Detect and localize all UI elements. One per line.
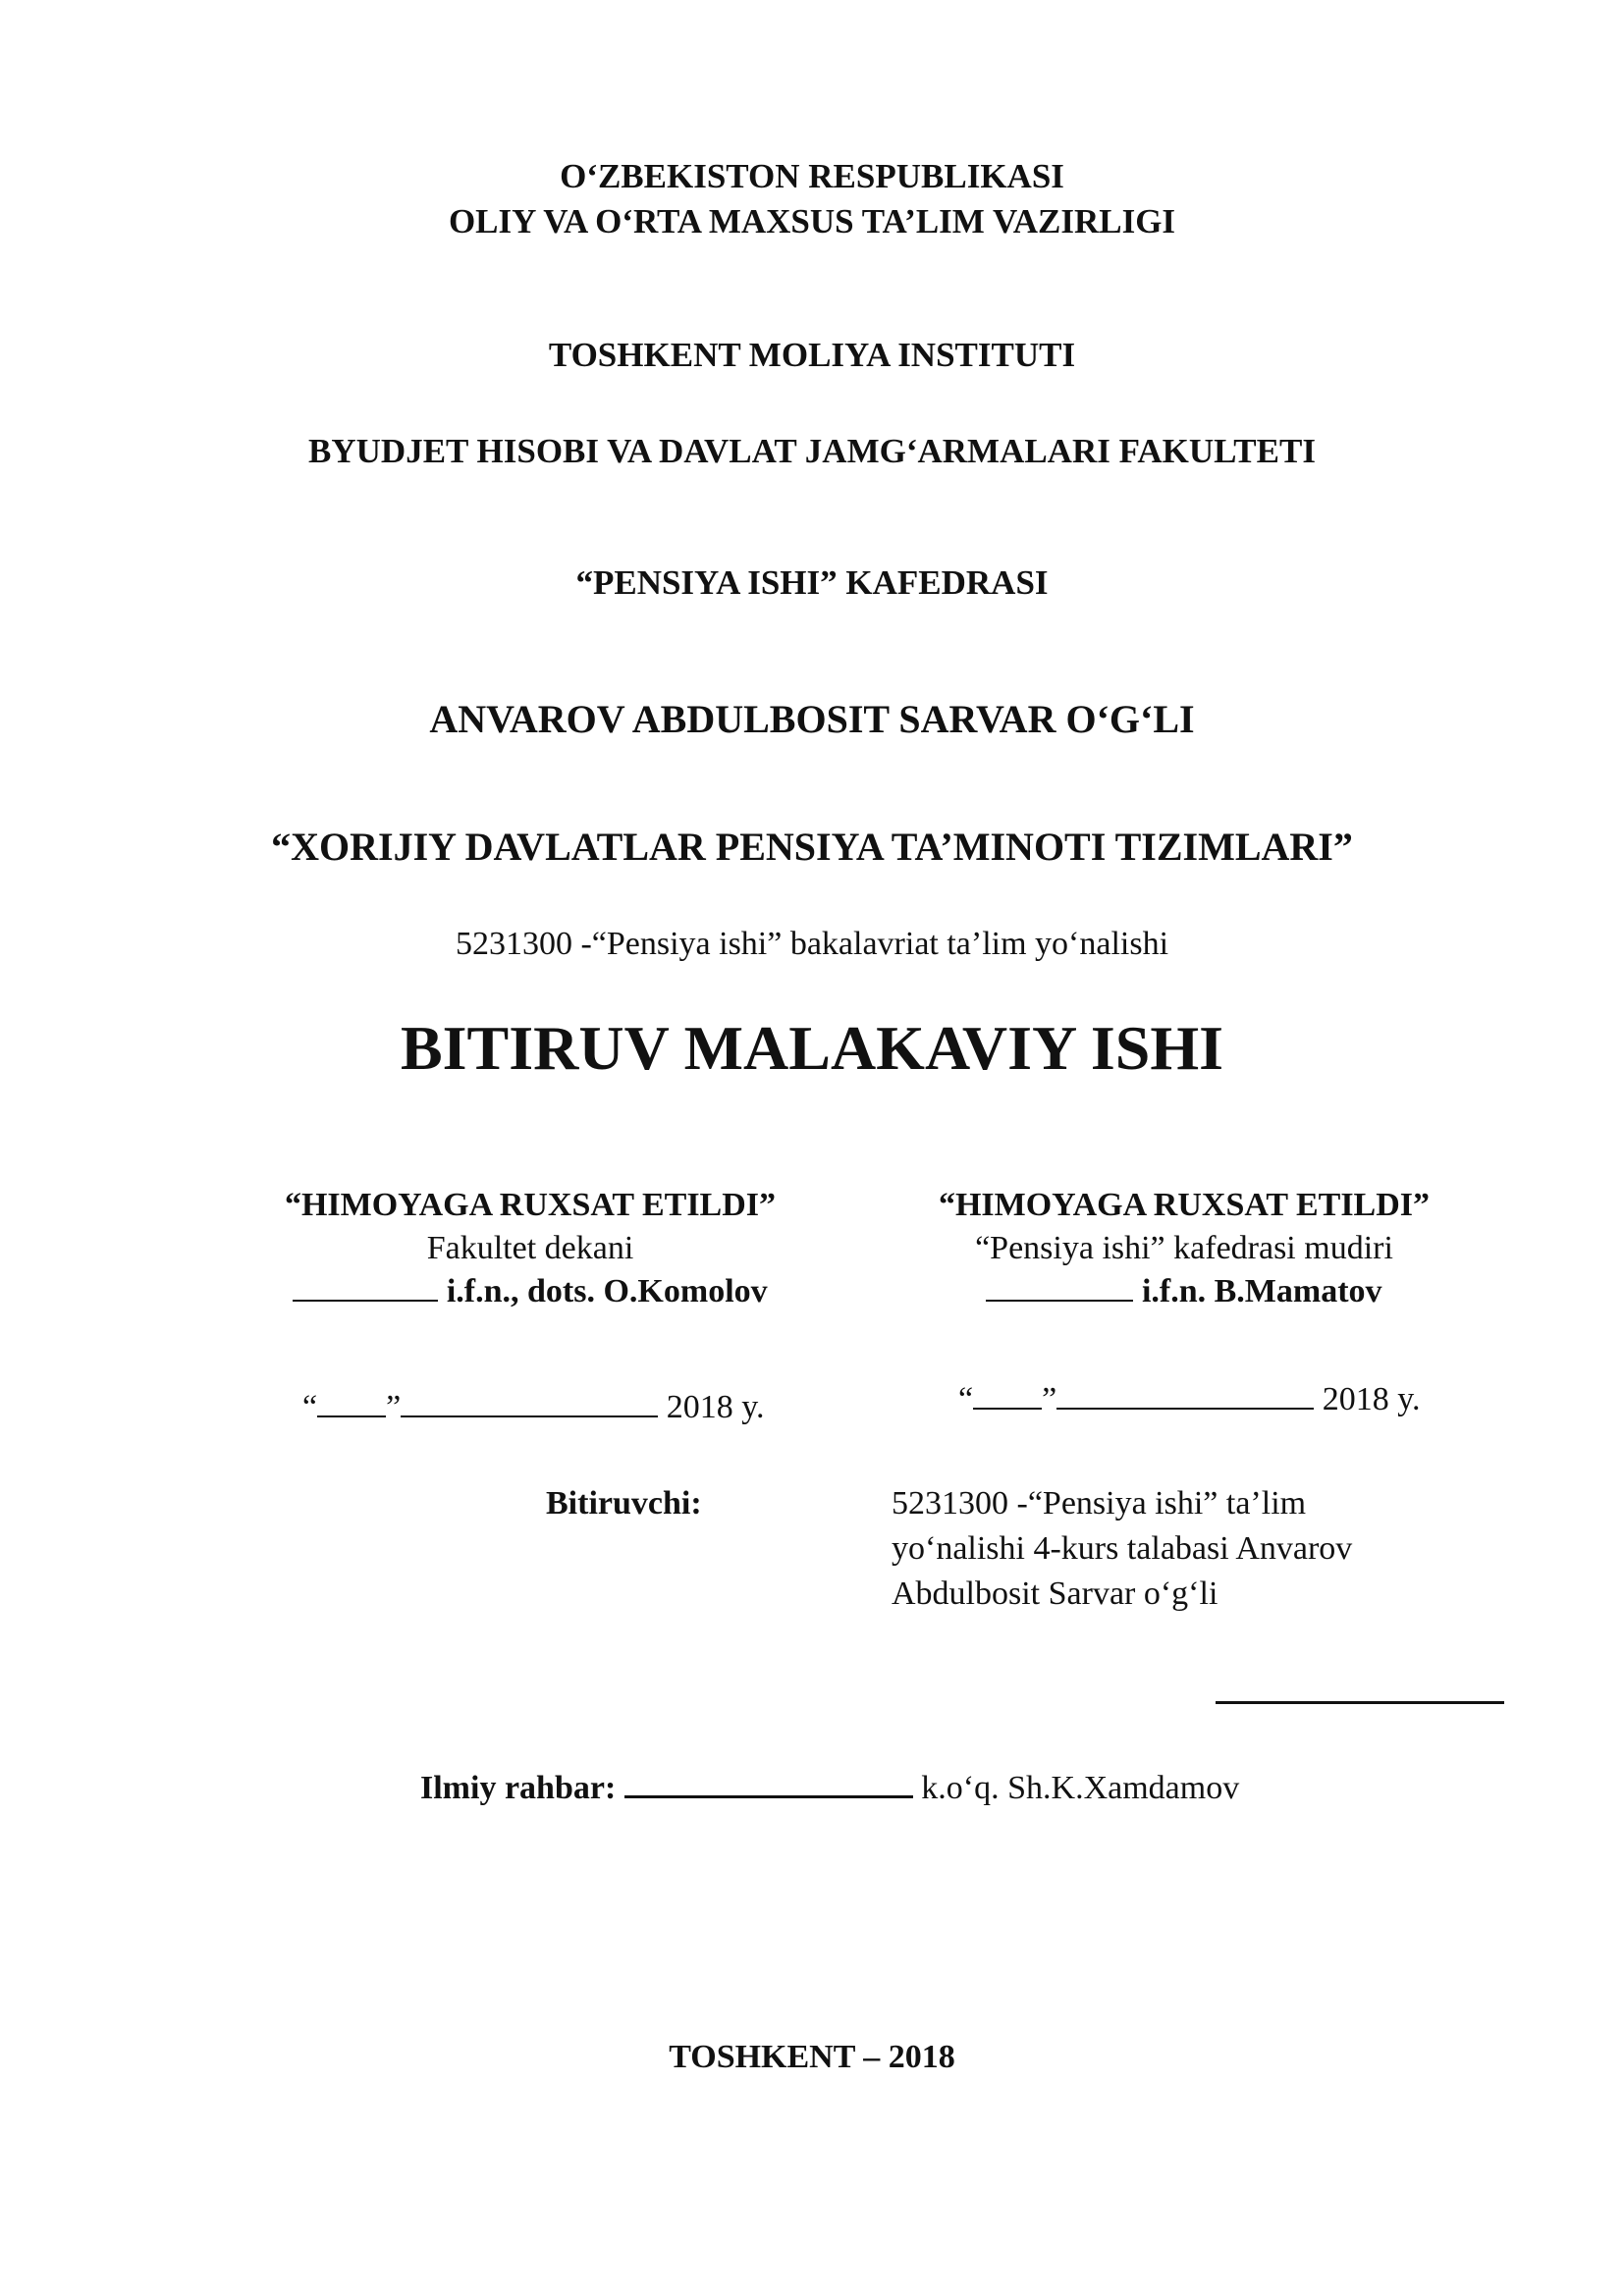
- date-open-quote: “: [302, 1389, 318, 1425]
- approval-right-signer: i.f.n. B.Mamatov: [1141, 1273, 1382, 1309]
- faculty-title: BYUDJET HISOBI VA DAVLAT JAMG‘ARMALARI FAKULTETI: [308, 432, 1316, 470]
- approval-left-date: [302, 1386, 764, 1429]
- approval-left-heading: “HIMOYAGA RUXSAT ETILDI”: [284, 1187, 777, 1223]
- day-blank: [973, 1407, 1042, 1410]
- approval-left-year: 2018 y.: [666, 1389, 765, 1425]
- supervisor-label: Ilmiy rahbar:: [420, 1770, 617, 1806]
- supervisor-signature-line: [624, 1794, 913, 1798]
- date-close-quote: ”: [1042, 1381, 1057, 1417]
- department-title: “PENSIYA ISHI” KAFEDRASI: [575, 563, 1049, 602]
- day-blank: [317, 1415, 386, 1417]
- document-type: BITIRUV MALAKAVIY ISHI: [400, 1013, 1224, 1083]
- approval-right-date: [958, 1378, 1420, 1421]
- date-open-quote: “: [958, 1381, 974, 1417]
- footer-city-year: TOSHKENT – 2018: [669, 2039, 955, 2075]
- approval-left-role: Fakultet dekani: [426, 1230, 634, 1266]
- author-name: ANVAROV ABDULBOSIT SARVAR O‘G‘LI: [429, 697, 1195, 741]
- date-close-quote: ”: [386, 1389, 402, 1425]
- ministry-title: OLIY VA O‘RTA MAXSUS TA’LIM VAZIRLIGI: [448, 202, 1176, 240]
- month-blank: [401, 1415, 658, 1417]
- graduate-line-2: yo‘nalishi 4-kurs talabasi Anvarov: [892, 1530, 1353, 1567]
- signature-blank: [293, 1299, 438, 1302]
- graduate-line-1: 5231300 -“Pensiya ishi” ta’lim: [892, 1485, 1307, 1522]
- approval-right-role: “Pensiya ishi” kafedrasi mudiri: [975, 1230, 1393, 1266]
- approval-left: [236, 1184, 825, 1313]
- thesis-topic: “XORIJIY DAVLATLAR PENSIYA TA’MINOTI TIZIMLARI”: [271, 825, 1353, 869]
- graduate-line-3: Abdulbosit Sarvar o‘g‘li: [892, 1575, 1218, 1612]
- approval-left-signer-row: [236, 1270, 825, 1313]
- institute-title: TOSHKENT MOLIYA INSTITUTI: [548, 336, 1076, 374]
- month-blank: [1056, 1407, 1314, 1410]
- approval-right: [890, 1184, 1479, 1313]
- graduate-label: Bitiruvchi:: [546, 1485, 702, 1522]
- study-direction: 5231300 -“Pensiya ishi” bakalavriat ta’lim yo‘nalishi: [455, 926, 1169, 962]
- approval-left-signer: i.f.n., dots. O.Komolov: [446, 1273, 768, 1309]
- approval-right-year: 2018 y.: [1322, 1381, 1421, 1417]
- signature-blank: [986, 1299, 1133, 1302]
- supervisor-name: k.o‘q. Sh.K.Xamdamov: [921, 1770, 1240, 1806]
- graduate-signature-line: [1216, 1701, 1504, 1704]
- approval-right-signer-row: [890, 1270, 1479, 1313]
- approval-right-heading: “HIMOYAGA RUXSAT ETILDI”: [938, 1187, 1431, 1223]
- supervisor-row: [420, 1767, 1239, 1810]
- country-title: O‘ZBEKISTON RESPUBLIKASI: [560, 157, 1064, 195]
